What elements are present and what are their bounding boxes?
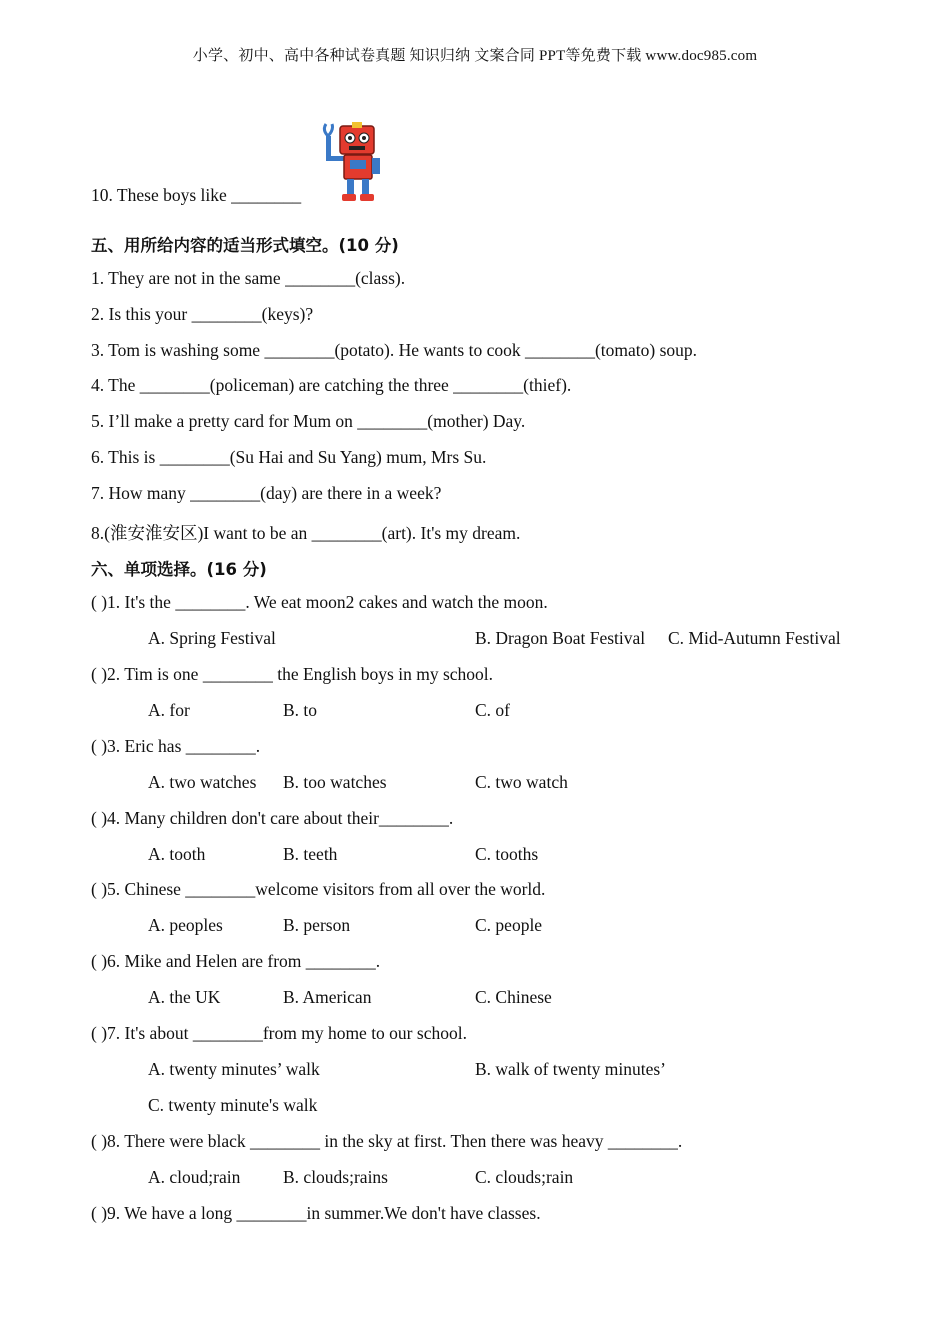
mc-question-1: ( )1. It's the ________. We eat moon2 cakes and watch the moon. [91, 592, 548, 612]
mc-question-7: ( )7. It's about ________from my home to our school. [91, 1023, 467, 1043]
section-5-title: 五、用所给内容的适当形式填空。(10 分) [91, 236, 399, 255]
mc-3-option-b: B. too watches [283, 772, 387, 792]
mc-7-option-b: B. walk of twenty minutes’ [475, 1059, 667, 1079]
fill-item-3: 3. Tom is washing some ________(potato). He wants to cook ________(tomato) soup. [91, 340, 698, 360]
mc-3-option-c: C. two watch [475, 772, 568, 792]
section-6-title: 六、单项选择。(16 分) [91, 560, 267, 579]
mc-1-option-c: C. Mid-Autumn Festival [668, 628, 841, 648]
mc-6-option-c: C. Chinese [475, 987, 552, 1007]
mc-3-option-a: A. two watches [148, 772, 257, 792]
fill-item-2: 2. Is this your ________(keys)? [91, 304, 314, 324]
fill-item-6: 6. This is ________(Su Hai and Su Yang) mum, Mrs Su. [91, 447, 487, 467]
mc-5-option-c: C. people [475, 915, 543, 935]
mc-2-option-c: C. of [475, 700, 510, 720]
mc-6-option-b: B. American [283, 987, 372, 1007]
mc-2-option-a: A. for [148, 700, 190, 720]
fill-item-7: 7. How many ________(day) are there in a week? [91, 483, 442, 503]
mc-5-option-a: A. peoples [148, 915, 223, 935]
mc-6-option-a: A. the UK [148, 987, 221, 1007]
fill-item-8: 8.(淮安淮安区)I want to be an ________(art). It's my dream. [91, 523, 521, 543]
page-header: 小学、初中、高中各种试卷真题 知识归纳 文案合同 PPT等免费下载 www.doc985.com [192, 48, 758, 64]
mc-question-5: ( )5. Chinese ________welcome visitors from all over the world. [91, 879, 546, 899]
fill-item-5: 5. I’ll make a pretty card for Mum on ________(mother) Day. [91, 411, 526, 431]
mc-question-6: ( )6. Mike and Helen are from ________. [91, 951, 381, 971]
mc-8-option-c: C. clouds;rain [475, 1167, 574, 1187]
robot-icon [320, 122, 384, 204]
mc-8-option-b: B. clouds;rains [283, 1167, 388, 1187]
mc-1-option-a: A. Spring Festival [148, 628, 276, 648]
mc-2-option-b: B. to [283, 700, 318, 720]
mc-7-option-a: A. twenty minutes’ walk [148, 1059, 320, 1079]
mc-question-8: ( )8. There were black ________ in the sky at first. Then there was heavy ________. [91, 1131, 683, 1151]
mc-question-9: ( )9. We have a long ________in summer.We don't have classes. [91, 1203, 541, 1223]
mc-7-option-c: C. twenty minute's walk [148, 1095, 318, 1115]
question-10-text: 10. These boys like ________ [91, 185, 302, 205]
mc-4-option-b: B. teeth [283, 844, 338, 864]
mc-4-option-c: C. tooths [475, 844, 539, 864]
mc-4-option-a: A. tooth [148, 844, 206, 864]
mc-question-4: ( )4. Many children don't care about their________. [91, 808, 454, 828]
mc-5-option-b: B. person [283, 915, 351, 935]
mc-question-3: ( )3. Eric has ________. [91, 736, 261, 756]
mc-8-option-a: A. cloud;rain [148, 1167, 241, 1187]
mc-question-2: ( )2. Tim is one ________ the English boys in my school. [91, 664, 494, 684]
fill-item-4: 4. The ________(policeman) are catching the three ________(thief). [91, 375, 572, 395]
fill-item-1: 1. They are not in the same ________(class). [91, 268, 406, 288]
mc-1-option-b: B. Dragon Boat Festival [475, 628, 646, 648]
